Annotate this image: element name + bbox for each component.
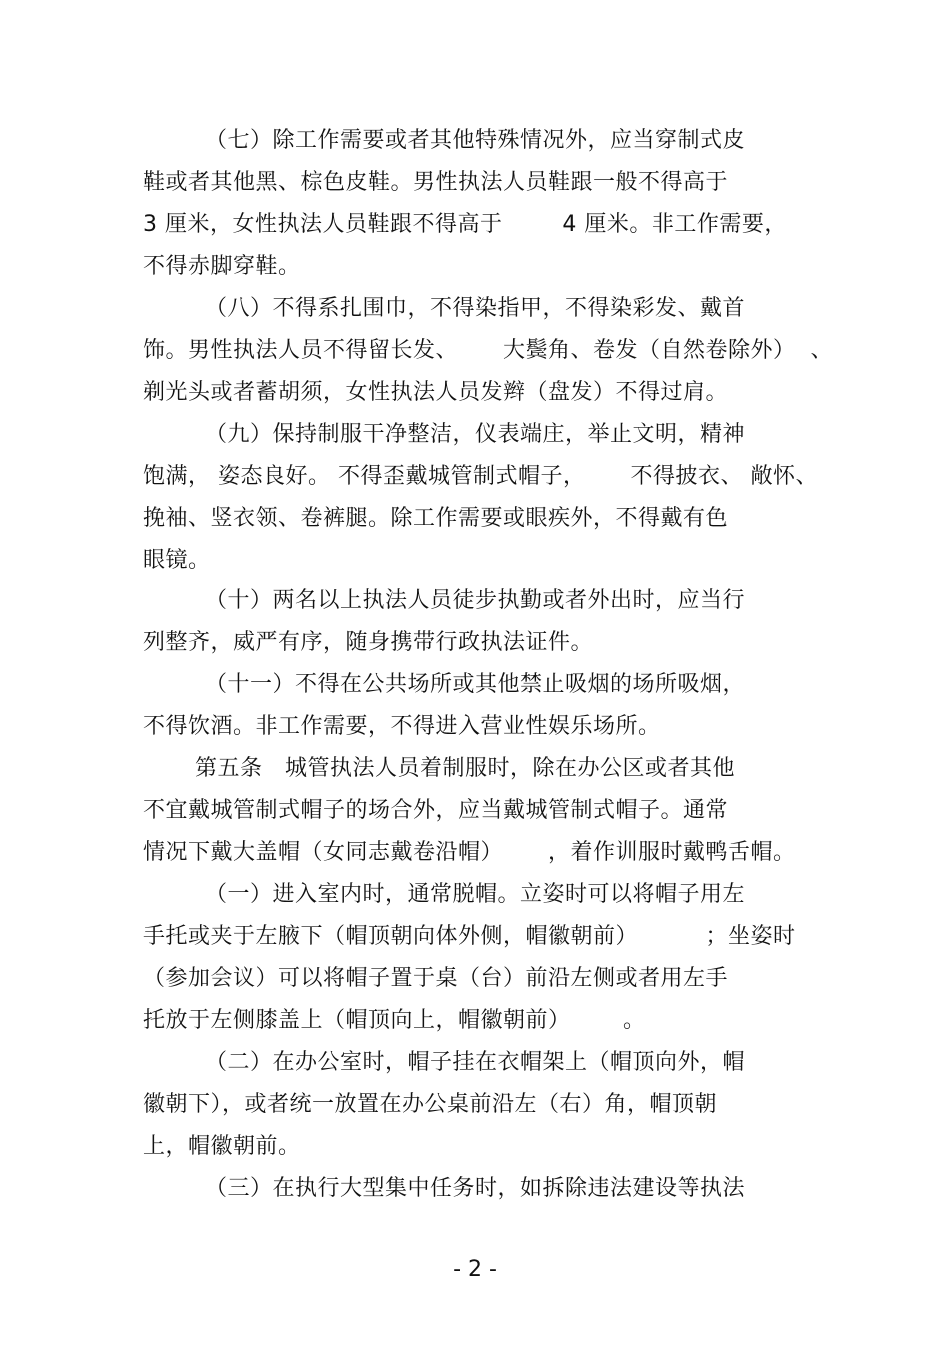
text-line: 托放于左侧膝盖上（帽顶向上，帽徽朝前） 。 — [143, 1008, 646, 1033]
text-line: （九）保持制服干净整洁，仪表端庄，举止文明，精神 — [205, 422, 746, 447]
text-line: （三）在执行大型集中任务时，如拆除违法建设等执法 — [205, 1176, 746, 1201]
text-line: （八）不得系扎围巾，不得染指甲，不得染彩发、戴首 — [205, 296, 746, 321]
text-line: （十）两名以上执法人员徒步执勤或者外出时，应当行 — [205, 588, 746, 613]
text-line: 上，帽徽朝前。 — [143, 1134, 301, 1159]
text-line: 不宜戴城管制式帽子的场合外，应当戴城管制式帽子。通常 — [143, 798, 729, 823]
text-line: 饱满， 姿态良好。 不得歪戴城管制式帽子， 不得披衣、 敞怀、 — [143, 464, 818, 489]
text-line: 不得赤脚穿鞋。 — [143, 254, 301, 279]
text-line: （参加会议）可以将帽子置于桌（台）前沿左侧或者用左手 — [143, 966, 729, 991]
text-line: 列整齐，威严有序，随身携带行政执法证件。 — [143, 630, 594, 655]
page-number: - 2 - — [453, 1257, 497, 1282]
text-line: 眼镜。 — [143, 548, 211, 573]
text-line: 徽朝下），或者统一放置在办公桌前沿左（右）角，帽顶朝 — [143, 1092, 718, 1117]
text-line: 饰。男性执法人员不得留长发、 大鬓角、卷发（自然卷除外） 、 — [143, 338, 833, 363]
text-line: 挽袖、竖衣领、卷裤腿。除工作需要或眼疾外，不得戴有色 — [143, 506, 729, 531]
text-line: 3 厘米，女性执法人员鞋跟不得高于 4 厘米。非工作需要， — [143, 212, 787, 237]
text-line: 不得饮酒。非工作需要，不得进入营业性娱乐场所。 — [143, 714, 661, 739]
article-heading-line: 第五条 城管执法人员着制服时，除在办公区或者其他 — [195, 756, 735, 781]
text-line: （七）除工作需要或者其他特殊情况外，应当穿制式皮 — [205, 128, 746, 153]
text-line: （十一）不得在公共场所或其他禁止吸烟的场所吸烟， — [205, 672, 746, 697]
text-line: 手托或夹于左腋下（帽顶朝向体外侧，帽徽朝前） ；坐姿时 — [143, 924, 796, 949]
text-line: 剃光头或者蓄胡须，女性执法人员发辫（盘发）不得过肩。 — [143, 380, 729, 405]
text-line: 情况下戴大盖帽（女同志戴卷沿帽） ，着作训服时戴鸭舌帽。 — [143, 840, 796, 865]
text-line: （一）进入室内时，通常脱帽。立姿时可以将帽子用左 — [205, 882, 746, 907]
text-line: 鞋或者其他黑、棕色皮鞋。男性执法人员鞋跟一般不得高于 — [143, 170, 729, 195]
text-line: （二）在办公室时，帽子挂在衣帽架上（帽顶向外，帽 — [205, 1050, 746, 1075]
